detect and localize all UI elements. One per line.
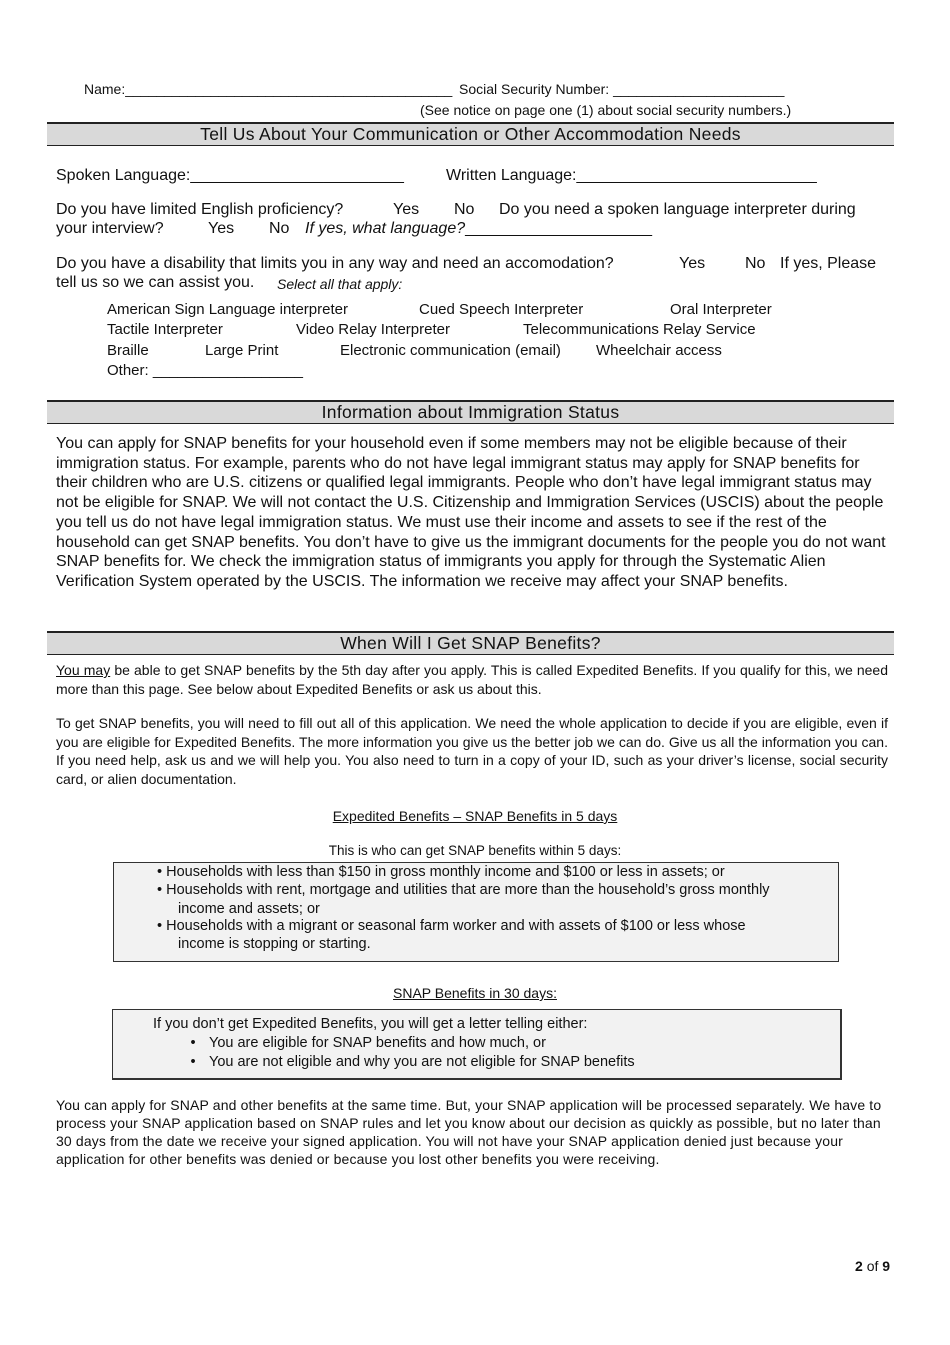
expedited-heading: Expedited Benefits – SNAP Benefits in 5 days bbox=[332, 808, 618, 824]
option-wheelchair[interactable]: Wheelchair access bbox=[596, 342, 722, 359]
disability-no-option[interactable]: No bbox=[745, 255, 766, 272]
expedited-item-3-text: Households with a migrant or seasonal farm worker and with assets of $100 or less whose bbox=[166, 918, 746, 934]
name-label: Name: bbox=[84, 81, 126, 97]
page-of: of bbox=[866, 1258, 879, 1274]
page-total: 9 bbox=[882, 1258, 891, 1274]
expedited-item-1-text: Households with less than $150 in gross monthly income and $100 or less in assets; or bbox=[166, 864, 725, 880]
written-language-field[interactable] bbox=[446, 167, 817, 185]
you-may-underlined: You may bbox=[56, 662, 111, 678]
bullet-icon: • bbox=[190, 1054, 196, 1070]
ssn-blank[interactable]: ______________________ bbox=[613, 81, 785, 97]
option-tactile[interactable]: Tactile Interpreter bbox=[107, 321, 223, 338]
disability-question-a: Do you have a disability that limits you in any way and need an accomodation? bbox=[56, 255, 614, 272]
thirty-days-box bbox=[112, 1009, 842, 1080]
expedited-item-3-continued: income is stopping or starting. bbox=[178, 936, 371, 952]
interpreter-language-blank[interactable]: _____________________ bbox=[465, 220, 652, 237]
option-asl[interactable]: American Sign Language interpreter bbox=[107, 301, 348, 318]
interpreter-language-field[interactable] bbox=[305, 220, 652, 238]
immigration-section-title: Information about Immigration Status bbox=[47, 400, 894, 424]
expedited-who-intro: This is who can get SNAP benefits within 5 days: bbox=[328, 843, 622, 858]
option-oral[interactable]: Oral Interpreter bbox=[670, 301, 772, 318]
spoken-language-label: Spoken Language: bbox=[56, 167, 191, 184]
expedited-item-2-text: Households with rent, mortgage and utilities that are more than the household’s gross monthly bbox=[166, 882, 770, 898]
option-large-print[interactable]: Large Print bbox=[205, 342, 279, 359]
full-application-paragraph: To get SNAP benefits, you will need to fill out all of this application. We need the whole application to decide if you are eligible, even if you are eligible for Expedited Benefits. The more information you give us the better job we can do. Give us all the information you can. If you need help, ask us and we will help you. You also need to turn in a copy of your ID, such as your driver’s license, social security card, or alien documentation. bbox=[56, 715, 888, 787]
expedited-item-3 bbox=[157, 918, 746, 934]
thirty-item-1-text: You are eligible for SNAP benefits and how much, or bbox=[209, 1035, 546, 1051]
disability-question-b: tell us so we can assist you. bbox=[56, 274, 255, 291]
lep-question-row bbox=[56, 201, 343, 219]
expedited-criteria-box bbox=[113, 862, 839, 962]
written-language-blank[interactable]: ___________________________ bbox=[576, 167, 817, 184]
interpreter-question-a: Do you need a spoken language interpreter during bbox=[499, 201, 856, 218]
interpreter-no-option[interactable]: No bbox=[269, 220, 290, 237]
option-telecom-relay[interactable]: Telecommunications Relay Service bbox=[523, 321, 756, 338]
option-video-relay[interactable]: Video Relay Interpreter bbox=[296, 321, 450, 338]
expedited-intro-rest: be able to get SNAP benefits by the 5th day after you apply. This is called Expedited Benefits. If you qualify for this, we need more than this page. See below about Expedited Benefits or ask us about this. bbox=[56, 662, 888, 697]
expedited-intro-paragraph bbox=[56, 661, 888, 698]
bullet-icon: • bbox=[157, 864, 167, 880]
interpreter-yes-option[interactable]: Yes bbox=[208, 220, 235, 237]
other-label: Other: bbox=[107, 362, 149, 379]
bullet-icon: • bbox=[157, 882, 167, 898]
ssn-field[interactable] bbox=[459, 81, 784, 97]
page-current: 2 bbox=[855, 1258, 863, 1274]
thirty-item-1 bbox=[179, 1035, 546, 1051]
bullet-icon: • bbox=[157, 918, 167, 934]
option-cued-speech[interactable]: Cued Speech Interpreter bbox=[419, 301, 584, 318]
when-section-title: When Will I Get SNAP Benefits? bbox=[47, 631, 894, 655]
interpreter-question-b: your interview? bbox=[56, 220, 164, 237]
communication-section-title: Tell Us About Your Communication or Other Accommodation Needs bbox=[47, 122, 894, 146]
thirty-heading-wrap bbox=[0, 985, 950, 1001]
immigration-paragraph: You can apply for SNAP benefits for your household even if some members may not be eligible because of their immigration status. For example, parents who do not have legal immigrant status may apply for SNAP benefits for their children who are U.S. citizens or qualified legal immigrants. People who don’t have legal immigrant status may not be eligible for SNAP. We will not contact the U.S. Citizenship and Immigration Services (USCIS) about the people you tell us do not have legal immigration status. We must use their income and assets to see if the rest of the household can get SNAP benefits. You don’t have to give us the immigrant documents for the people you do not want SNAP benefits for. We check the immigration status of immigrants you apply for through the Systematic Alien Verification System operated by the USCIS. The information we receive may affect your SNAP benefits. bbox=[56, 435, 886, 590]
if-yes-please: If yes, Please bbox=[780, 255, 877, 272]
name-blank[interactable]: __________________________________________ bbox=[125, 81, 453, 97]
spoken-language-blank[interactable]: ________________________ bbox=[190, 167, 404, 184]
ssn-label: Social Security Number: bbox=[459, 81, 610, 97]
expedited-heading-wrap bbox=[0, 808, 950, 824]
lep-no-option[interactable]: No bbox=[454, 201, 475, 218]
option-email[interactable]: Electronic communication (email) bbox=[340, 342, 561, 359]
spoken-language-field[interactable] bbox=[56, 167, 404, 185]
thirty-item-2-text: You are not eligible and why you are not eligible for SNAP benefits bbox=[209, 1054, 635, 1070]
page-number bbox=[855, 1258, 890, 1274]
written-language-label: Written Language: bbox=[446, 167, 577, 184]
thirty-days-intro: If you don’t get Expedited Benefits, you will get a letter telling either: bbox=[153, 1016, 588, 1032]
bullet-icon: • bbox=[190, 1035, 196, 1051]
if-yes-language-label: If yes, what language? bbox=[305, 220, 466, 237]
ssn-notice: (See notice on page one (1) about social security numbers.) bbox=[420, 102, 792, 118]
thirty-item-2 bbox=[179, 1054, 635, 1070]
select-all-note: Select all that apply: bbox=[277, 276, 403, 292]
thirty-days-heading: SNAP Benefits in 30 days: bbox=[393, 985, 557, 1001]
lep-yes-option[interactable]: Yes bbox=[393, 201, 420, 218]
disability-yes-option[interactable]: Yes bbox=[679, 255, 706, 272]
name-field[interactable] bbox=[84, 81, 452, 97]
option-braille[interactable]: Braille bbox=[107, 342, 149, 359]
expedited-item-1 bbox=[157, 864, 725, 880]
other-blank[interactable]: __________________ bbox=[152, 362, 304, 379]
lep-question: Do you have limited English proficiency? bbox=[56, 201, 344, 218]
expedited-item-2-continued: income and assets; or bbox=[178, 901, 320, 917]
closing-paragraph: You can apply for SNAP and other benefits at the same time. But, your SNAP application will be processed separately. We have to process your SNAP application based on SNAP rules and let you know about our decision as quickly as possible, but no later than 30 days from the date we receive your signed application. You will not have your SNAP application denied just because your application for other benefits was denied or because you lost other benefits you were receiving. bbox=[56, 1097, 882, 1167]
option-other-field[interactable] bbox=[107, 362, 303, 379]
expedited-item-2 bbox=[157, 882, 770, 898]
